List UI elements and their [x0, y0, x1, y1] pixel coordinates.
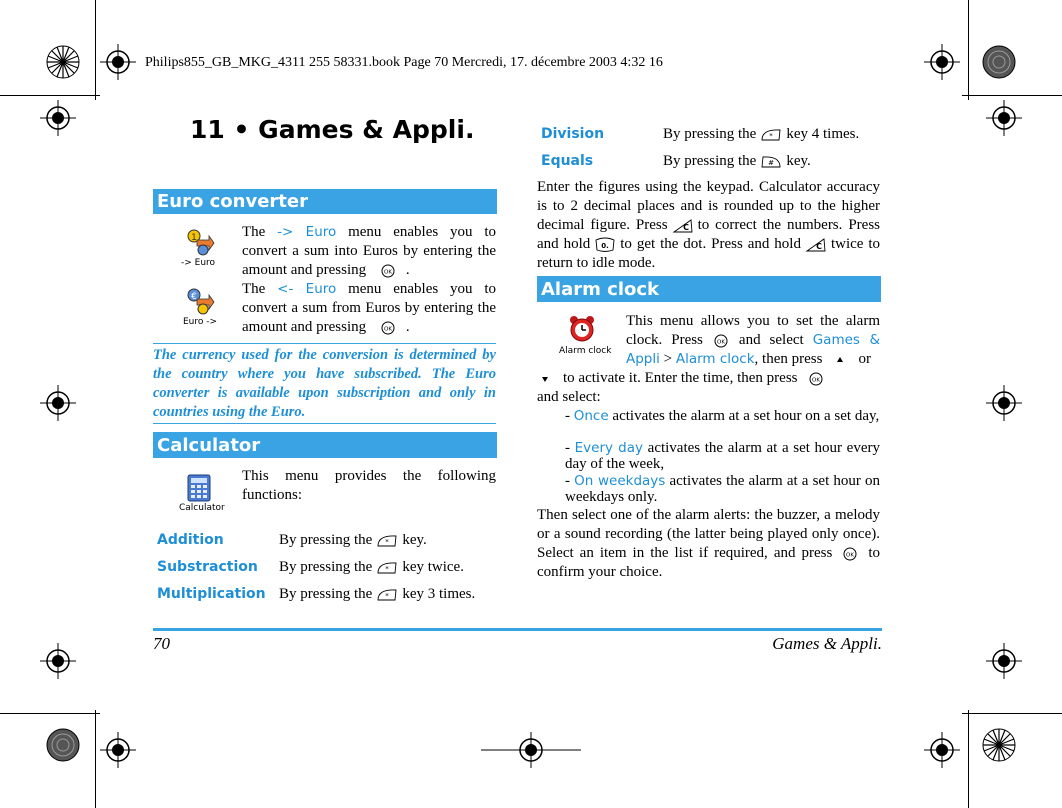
- function-division: Division: [541, 126, 605, 142]
- to-euro-menu-name: -> Euro: [277, 224, 337, 240]
- c-key-icon: [672, 218, 694, 234]
- ok-key-icon: [842, 546, 858, 562]
- alarm-option-once: - Once activates the alarm at a set hour on a set day,: [565, 408, 880, 424]
- function-addition: Addition: [157, 532, 224, 548]
- function-substraction: Substraction: [157, 559, 258, 575]
- footer-section-title: Games & Appli.: [772, 634, 882, 653]
- section-calculator: Calculator: [153, 432, 497, 458]
- zero-key-icon: [594, 237, 616, 253]
- svg-text:*: *: [385, 537, 390, 546]
- function-substraction-desc: By pressing the * key twice.: [279, 559, 464, 575]
- function-addition-desc: By pressing the * key.: [279, 532, 427, 548]
- function-equals: Equals: [541, 153, 594, 169]
- svg-text:0.: 0.: [601, 241, 610, 250]
- calculator-intro: This menu provides the following functions:: [242, 468, 496, 503]
- page-number: 70: [153, 634, 170, 653]
- alarm-option-every-day: - Every day activates the alarm at a set hour every day of the week,: [565, 440, 880, 472]
- star-key-icon: [376, 533, 398, 549]
- from-euro-menu-name: <- Euro: [277, 281, 337, 297]
- calculator-body: Enter the figures using the keypad. Calculator accuracy is to 2 decimal places and is rounded up to the higher decimal figure. Press C to correct the numbers. Press and hold 0. to get the dot. Press and hold C twice to return to idle mode.: [537, 179, 881, 271]
- function-multiplication: Multiplication: [157, 586, 266, 602]
- svg-text:OK: OK: [716, 339, 725, 346]
- ok-key-icon: [808, 371, 824, 387]
- function-multiplication-desc: By pressing the * key 3 times.: [279, 586, 476, 602]
- svg-text:OK: OK: [383, 269, 392, 276]
- star-key-icon: [376, 587, 398, 603]
- from-euro-icon: [185, 285, 215, 320]
- alarm-outro: Then select one of the alarm alerts: the buzzer, a melody or a sound recording (the latter being played only once). Select an item in the list if required, and press OK to confirm your choice.: [537, 507, 880, 580]
- option-weekdays-name: On weekdays: [574, 473, 666, 489]
- note-rule-bottom: [153, 423, 496, 424]
- note-rule-top: [153, 343, 496, 344]
- ok-key-icon: [713, 333, 729, 349]
- svg-text:*: *: [385, 564, 390, 573]
- from-euro-paragraph: The <- Euro menu enables you to convert a sum from Euros by entering the amount and pressing OK .: [242, 281, 496, 335]
- alarm-option-weekdays: - On weekdays activates the alarm at a set hour on weekdays only.: [565, 473, 881, 505]
- function-division-desc: By pressing the * key 4 times.: [663, 126, 860, 142]
- svg-text:OK: OK: [811, 377, 820, 384]
- section-euro-converter: Euro converter: [153, 189, 497, 214]
- footer-rule: [153, 628, 882, 631]
- calculator-icon-label: Calculator: [179, 503, 225, 513]
- ok-key-icon: [380, 320, 396, 336]
- alarm-clock-icon: [569, 315, 595, 348]
- star-key-icon: [760, 127, 782, 143]
- option-every-day-name: Every day: [574, 440, 644, 456]
- menu-alarm-clock: Alarm clock: [675, 351, 755, 367]
- euro-note: The currency used for the conversion is determined by the country where you have subscribed. The Euro converter is available upon subscription and only in countries using the Euro.: [153, 347, 496, 420]
- ok-key-icon: [380, 263, 396, 279]
- svg-text:*: *: [769, 131, 774, 140]
- svg-text:€: €: [191, 292, 197, 302]
- svg-text:OK: OK: [846, 552, 855, 559]
- option-once-name: Once: [573, 408, 609, 424]
- from-euro-icon-label: Euro ->: [183, 317, 218, 327]
- to-euro-paragraph: The -> Euro menu enables you to convert a sum into Euros by entering the amount and pressing OK .: [242, 224, 496, 278]
- svg-text:C: C: [682, 222, 689, 232]
- svg-text:1: 1: [191, 233, 197, 243]
- svg-text:*: *: [385, 591, 390, 600]
- svg-text:C: C: [816, 241, 822, 251]
- c-key-icon: [805, 237, 827, 253]
- chapter-title: 11 • Games & Appli.: [190, 115, 475, 144]
- down-arrow-icon: [537, 371, 553, 387]
- to-euro-icon: [185, 226, 215, 261]
- star-key-icon: [376, 560, 398, 576]
- section-alarm-clock: Alarm clock: [537, 276, 881, 302]
- svg-text:OK: OK: [383, 326, 392, 333]
- alarm-intro-block: This menu allows you to set the alarm clock. Press OK and select Games & Appli > Alarm clock, then press or: [626, 313, 881, 367]
- function-equals-desc: By pressing the # key.: [663, 153, 811, 169]
- svg-text:#: #: [768, 158, 775, 167]
- to-euro-icon-label: -> Euro: [181, 258, 216, 268]
- menu-games-appli: Games & Appli: [626, 332, 881, 367]
- up-arrow-icon: [832, 352, 848, 368]
- hash-key-icon: [760, 154, 782, 170]
- file-header-line: Philips855_GB_MKG_4311 255 58331.book Page 70 Mercredi, 17. décembre 2003 4:32 16: [145, 55, 663, 70]
- alarm-clock-icon-label: Alarm clock: [559, 346, 612, 356]
- alarm-intro-continued: to activate it. Enter the time, then press OK and select:: [537, 369, 880, 407]
